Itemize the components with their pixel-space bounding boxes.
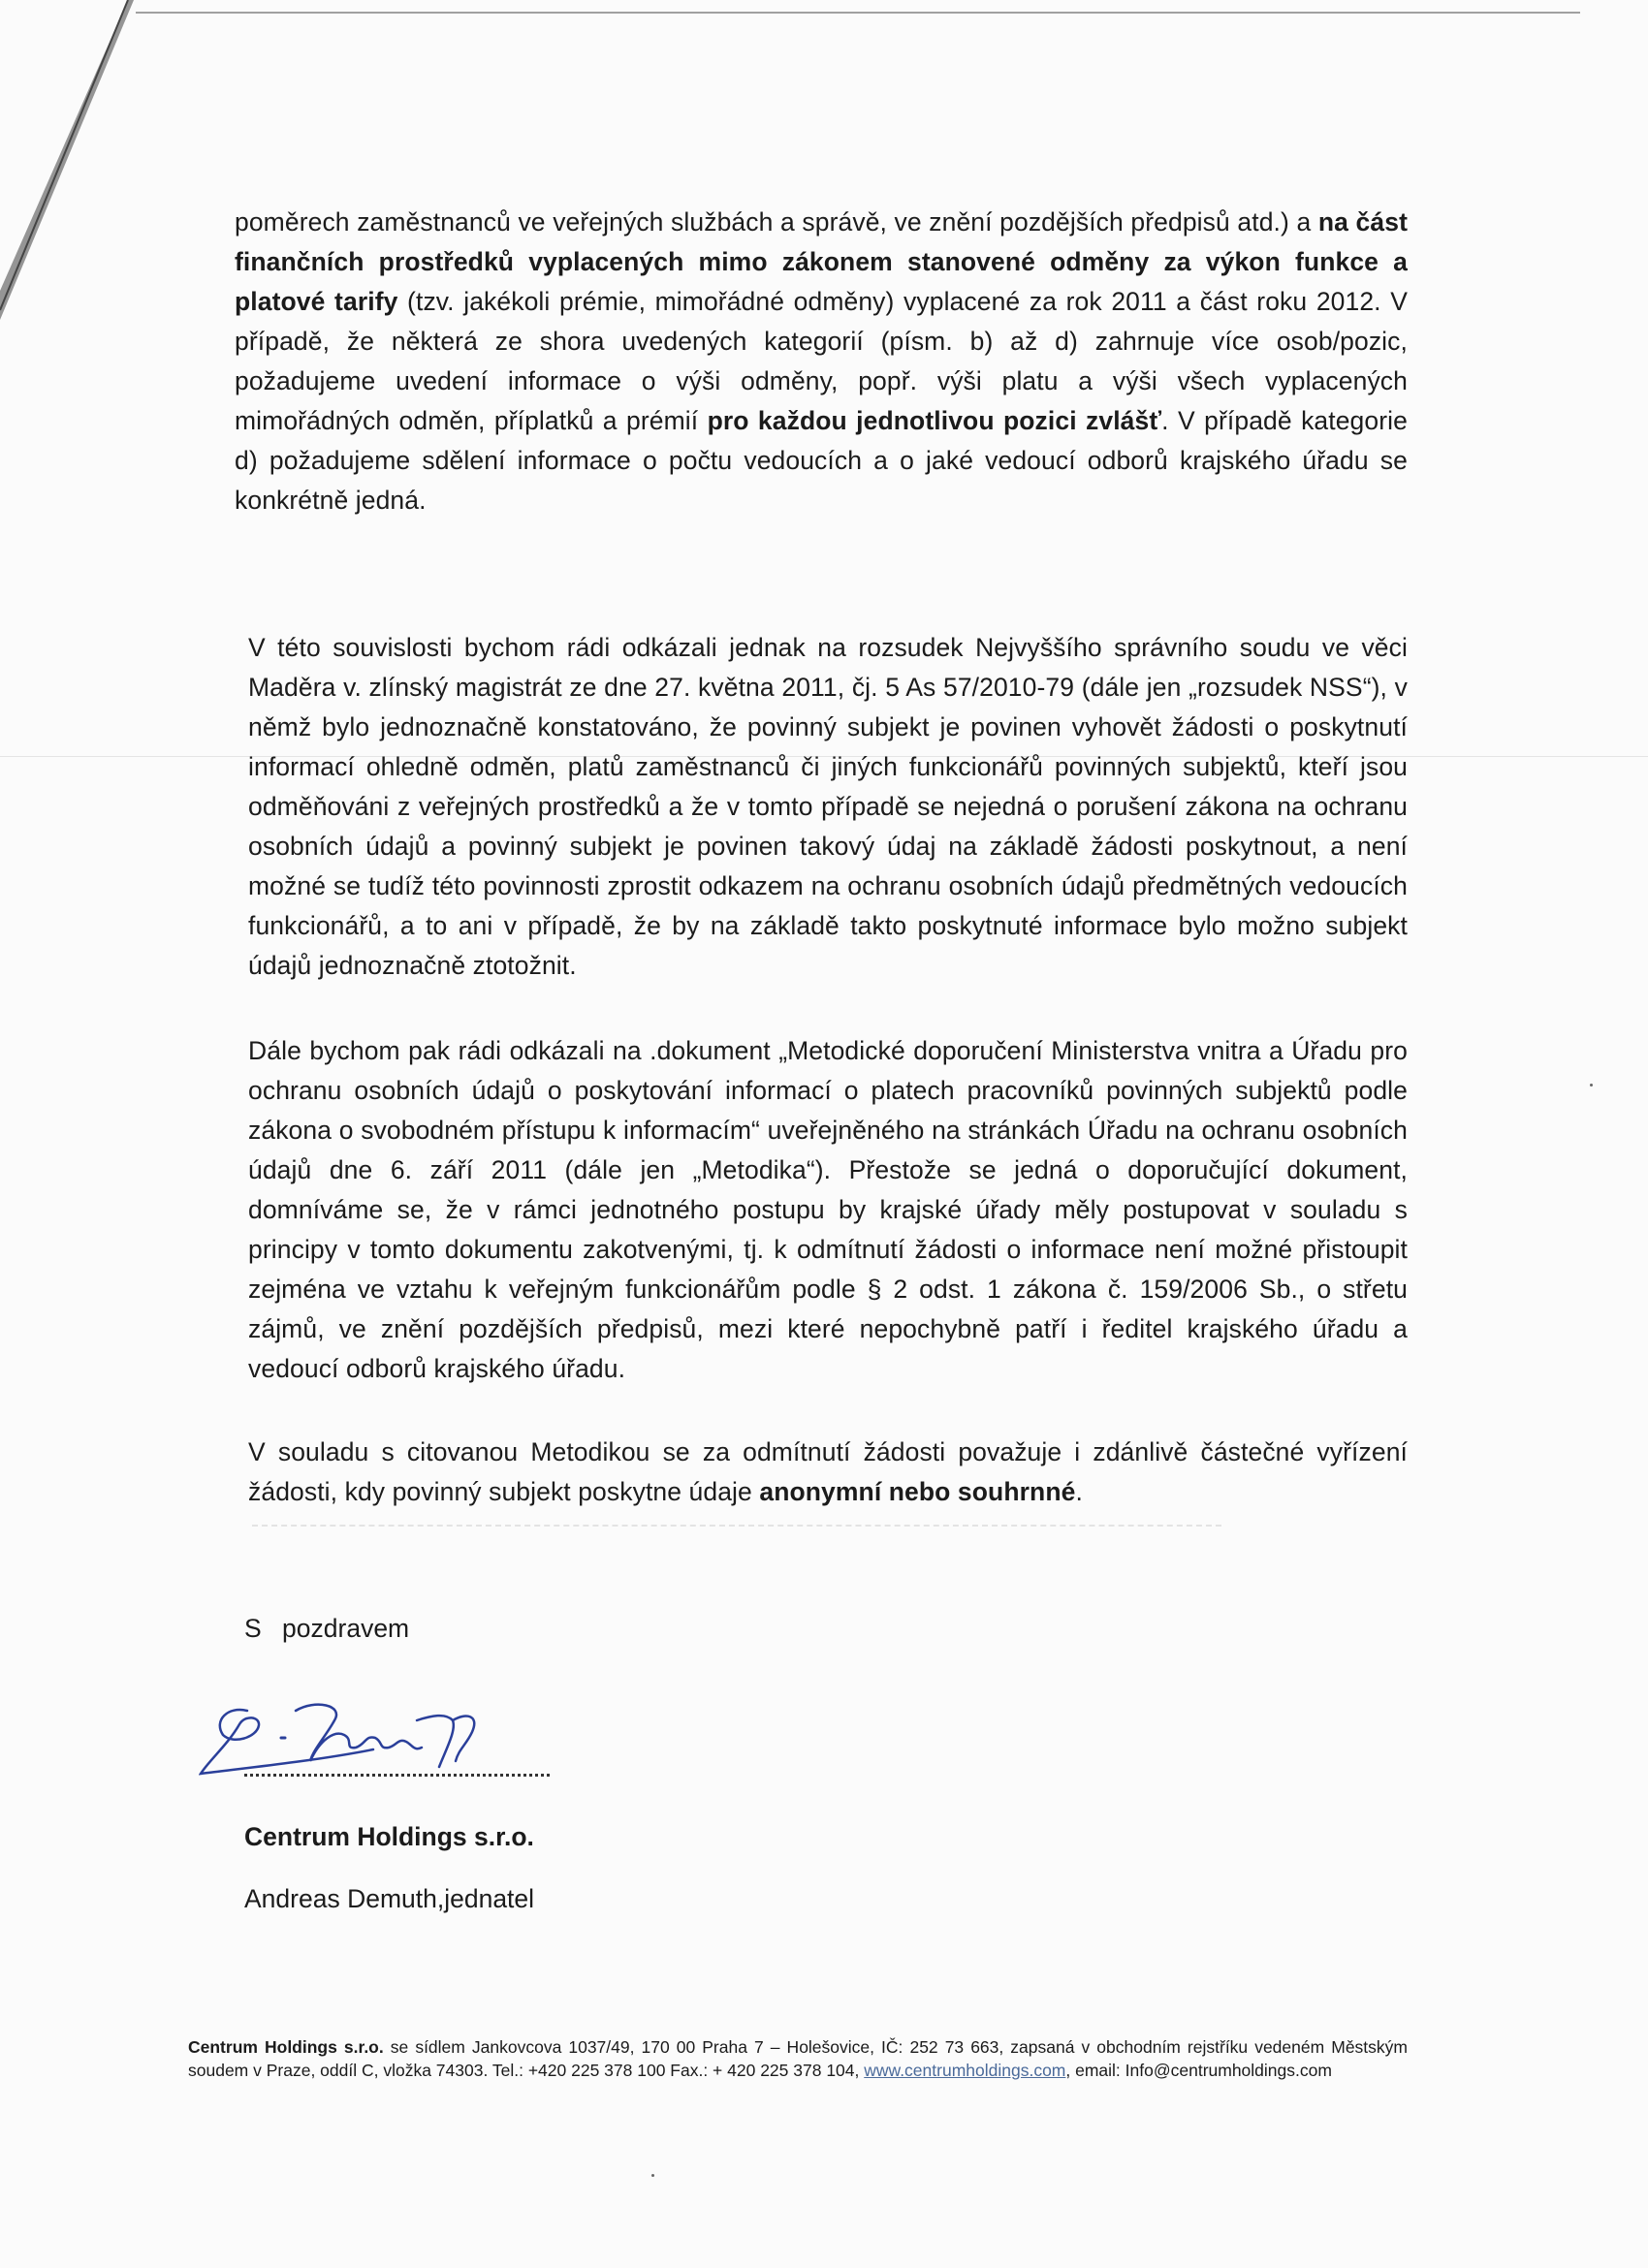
paragraph-emphasis: pro každou jednotlivou pozici zvlášť [707,406,1162,435]
scan-fold-line [252,1525,1221,1527]
paragraph-emphasis: anonymní nebo souhrnné [759,1477,1076,1506]
signatory-company: Centrum Holdings s.r.o. [244,1822,534,1851]
signatory-name: Andreas Demuth,jednatel [244,1884,535,1913]
paragraph-request-details [235,203,1408,520]
handwritten-signature [199,1691,567,1783]
scan-speck [651,2174,654,2177]
paragraph-refusal [248,1433,1408,1512]
scan-speck [1590,1084,1593,1087]
paragraph-court-ruling: V této souvislosti bychom rádi odkázali jednak na rozsudek Nejvyššího správního soudu ve věci Maděra v. zlínský magistrát ze dne 27. května 2011, čj. 5 As 57/2010-79 (dále jen „rozsudek NSS“), v němž bylo jednoznačně konstatováno, že povinný subjekt je povinen vyhovět žádosti o poskytnutí informací ohledně odměn, platů zaměstnanců či jiných funkcionářů povinných subjektů, kteří jsou odměňováni z veřejných prostředků a že v tomto případě se nejedná o porušení zákona na ochranu osobních údajů a povinný subjekt je povinen takový údaj na základě žádosti poskytnout, a není možné se tudíž této povinnosti zprostit odkazem na ochranu osobních údajů předmětných vedoucích funkcionářů, a to ani v případě, že by na základě takto poskytnuté informace bylo možno subjekt údajů jednoznačně ztotožnit. [248,633,1408,980]
paragraph-text: V souladu s citovanou Metodikou se za odmítnutí žádosti považuje i zdánlivě částečné vyřízení žádosti, kdy povinný subjekt poskytne údaje [248,1437,1408,1506]
scan-edge-line [136,12,1580,14]
footer-company: Centrum Holdings s.r.o. [188,2037,384,2057]
footer-text: , email: Info@centrumholdings.com [1065,2061,1332,2080]
paragraph-text: . [1075,1477,1083,1506]
paragraph-text: . V případě kategorie d) požadujeme sdělení informace o počtu vedoucích a o jaké vedoucí odborů krajského úřadu se konkrétně jedná. [235,406,1408,515]
letter-footer [188,2035,1408,2082]
footer-text: se sídlem Jankovcova 1037/49, 170 00 Praha 7 – Holešovice, IČ: 252 73 663, zapsaná v obchodním rejstříku vedeném Městským soudem v Praze, oddíl C, vložka 74303. Tel.: +420 225 378 100 Fax.: + 420 225 378 104, [188,2037,1408,2080]
footer-website-link[interactable]: www.centrumholdings.com [864,2061,1066,2080]
scan-corner-shadow [0,0,136,330]
closing-greeting: S pozdravem [244,1614,410,1643]
signature-line [244,1774,550,1777]
paragraph-text: (tzv. jakékoli prémie, mimořádné odměny) vyplacené za rok 2011 a část roku 2012. V případě, že některá ze shora uvedených kategorií (písm. b) až d) zahrnuje více osob/pozic, požadujeme uvedení informace o výši odměny, popř. výši platu a výši všech vyplacených mimořádných odměn, příplatků a prémií [235,287,1408,435]
paragraph-text: poměrech zaměstnanců ve veřejných službách a správě, ve znění pozdějších předpisů atd.) a [235,207,1318,236]
paragraph-emphasis: na část finančních prostředků vyplacených mimo zákonem stanovené odměny za výkon funkce a platové tarify [235,207,1408,316]
paragraph-methodology: Dále bychom pak rádi odkázali na .dokument „Metodické doporučení Ministerstva vnitra a Úřadu pro ochranu osobních údajů o poskytování informací o platech pracovníků povinných subjektů podle zákona o svobodném přístupu k informacím“ uveřejněného na stránkách Úřadu na ochranu osobních údajů dne 6. září 2011 (dále jen „Metodika“). Přestože se jedná o doporučující dokument, domníváme se, že v rámci jednotného postupu by krajské úřady měly postupovat v souladu s principy v tomto dokumentu zakotvenými, tj. k odmítnutí žádosti o informace není možné přistoupit zejména ve vztahu k veřejným funkcionářům podle § 2 odst. 1 zákona č. 159/2006 Sb., o střetu zájmů, ve znění pozdějších předpisů, mezi které nepochybně patří i ředitel krajského úřadu a vedoucí odborů krajského úřadu. [248,1036,1408,1383]
